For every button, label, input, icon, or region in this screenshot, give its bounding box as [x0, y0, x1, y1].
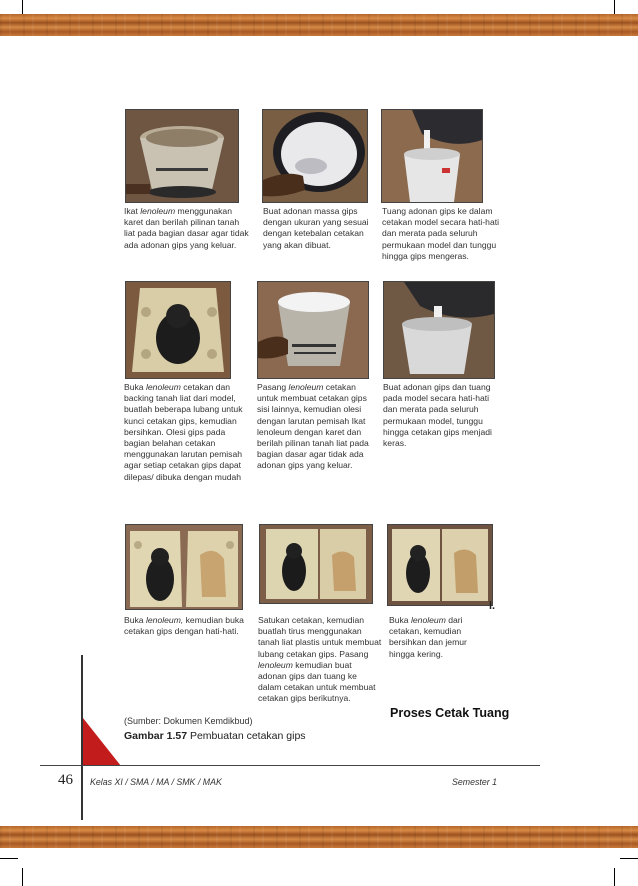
crop-mark	[620, 858, 638, 859]
crop-mark	[22, 868, 23, 886]
footer-semester: Semester 1	[452, 777, 497, 787]
caption-step-7: Buka lenoleum, kemudian buka cetakan gips dengan hati-hati.	[124, 615, 244, 637]
margin-rule-vertical	[81, 655, 83, 820]
photo-step-2	[262, 109, 368, 203]
photo-step-6	[383, 281, 495, 379]
caption-step-4: Buka lenoleum cetakan dan backing tanah liat dari model, buatlah beberapa lubang untuk kunci cetakan gips, kemudian bersihkan. Olesi gips pada bagian belahan cetakan menggunakan larutan pemisah agar setiap cetakan gips dapat dilepas/ dibuka dengan mudah	[124, 382, 243, 482]
footer-class-label: Kelas XI / SMA / MA / SMK / MAK	[90, 777, 222, 787]
figure-source: (Sumber: Dokumen Kemdikbud)	[124, 716, 253, 726]
caption-step-1: Ikat lenoleum menggunakan karet dan berilah pilinan tanah liat pada bagian dasar agar tidak ada adonan gips yang keluar.	[124, 206, 249, 250]
crop-mark	[0, 858, 18, 859]
figure-title: Pembuatan cetakan gips	[187, 730, 306, 742]
caption-step-9: Buka lenoleum dari cetakan, kemudian bersihkan dan jemur hingga kering.	[389, 615, 467, 659]
caption-step-3: Tuang adonan gips ke dalam cetakan model secara hati-hati dan merata pada seluruh permukaan model dan tunggu hingga gips mengeras.	[382, 206, 500, 261]
process-title: Proses Cetak Tuang	[390, 706, 510, 720]
caption-step-8: Satukan cetakan, kemudian buatlah tirus menggunakan tanah liat plastis untuk membuat lubang cetakan gips. Pasang lenoleum kemudian buat adonan gips dan tuang ke dalam cetakan untuk membuat cetakan gips berikutnya.	[258, 615, 382, 704]
caption-step-6: Buat adonan gips dan tuang pada model secara hati-hati dan merata pada seluruh permukaan model, tunggu hingga cetakan gips menjadi keras.	[383, 382, 492, 449]
caption-step-5: Pasang lenoleum cetakan untuk membuat cetakan gips sisi lainnya, kemudian olesi dengan larutan pemisah Ikat lenoleum dengan karet dan berilah pilinan tanah liat pada bagian dasar agar tidak ada adonan gips yang keluar.	[257, 382, 369, 471]
red-accent-triangle	[83, 718, 121, 766]
figure-caption	[124, 730, 306, 742]
footer-wood-banner	[0, 826, 638, 848]
photo-step-5	[257, 281, 369, 379]
crop-mark	[614, 868, 615, 886]
photo-step-8	[259, 524, 373, 604]
photo-step-1	[125, 109, 239, 203]
photo-step-4	[125, 281, 231, 379]
figure-label: Gambar 1.57	[124, 730, 188, 742]
footer-rule	[40, 765, 540, 766]
stray-mark: l.	[489, 600, 496, 612]
page-number: 46	[58, 772, 73, 788]
caption-step-2: Buat adonan massa gips dengan ukuran yang sesuai dengan ketebalan cetakan yang akan dibuat.	[263, 206, 369, 250]
photo-step-9	[387, 524, 493, 606]
header-wood-banner	[0, 14, 638, 36]
photo-step-7	[125, 524, 243, 610]
photo-step-3	[381, 109, 483, 203]
